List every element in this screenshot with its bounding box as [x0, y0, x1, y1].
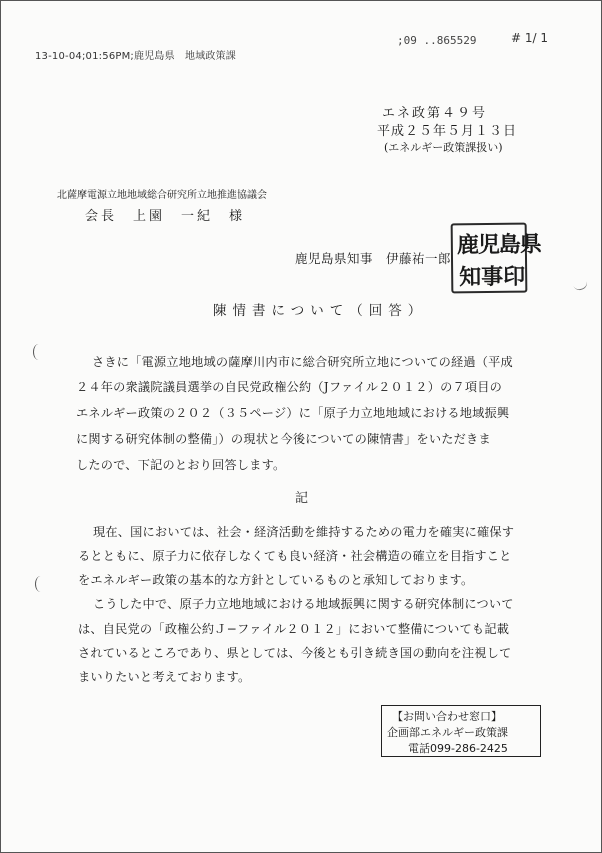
- sender-name: 鹿児島県知事 伊藤祐一郎: [295, 251, 452, 266]
- contact-phone: 電話099-286-2425: [408, 742, 508, 755]
- recipient-name: 会長 上園 一紀 様: [85, 209, 246, 224]
- punch-hole-mark-icon: [33, 344, 44, 360]
- paragraph-line: エネルギー政策の２０２（３５ページ）に「原子力立地地域における地域振興: [76, 406, 510, 420]
- punch-hole-mark-icon: [35, 576, 46, 592]
- paragraph-line: をエネルギー政策の基本的な方針としているものと承知しております。: [78, 573, 474, 587]
- paragraph-line: さきに「電源立地地域の薩摩川内市に総合研究所立地についての経過（平成: [92, 355, 513, 369]
- paragraph-line: こうした中で、原子力立地地域における地域振興に関する研究体制について: [93, 597, 514, 611]
- document-date: 平成２５年５月１３日: [377, 124, 518, 139]
- scan-mark-icon: [571, 275, 589, 292]
- fax-header: 13-10-04;01:56PM;鹿児島県 地域政策課: [35, 51, 237, 62]
- ki-heading: 記: [295, 491, 309, 506]
- contact-info-box: [381, 705, 541, 757]
- paragraph-line: 現在、国においては、社会・経済活動を維持するための電力を確実に確保す: [93, 525, 515, 539]
- seal-text-line1: 鹿児島県: [456, 231, 542, 259]
- fax-page-count: # 1/ 1: [511, 31, 548, 45]
- seal-text-line2: 知事印: [459, 263, 526, 291]
- document-title: 陳情書について（回答）: [213, 303, 428, 319]
- paragraph-line: は、自民党の「政権公約Ｊ−ファイル２０１２」において整備についても記載: [78, 622, 510, 636]
- document-number: エネ政第４９号: [382, 106, 488, 121]
- paragraph-line: されているところであり、県としては、今後とも引き続き国の動向を注視して: [78, 646, 512, 660]
- contact-department: 企画部エネルギー政策課: [387, 726, 508, 739]
- official-seal-stamp: [451, 223, 542, 294]
- recipient-organization: 北薩摩電源立地地域総合研究所立地推進協議会: [57, 190, 267, 201]
- fax-number: ;09 ..865529: [397, 34, 477, 47]
- paragraph-line: に関する研究体制の整備」）の現状と今後についての陳情書」をいただきま: [76, 432, 491, 446]
- document-department: (エネルギー政策課扱い): [384, 141, 503, 154]
- paragraph-line: ２４年の衆議院議員選挙の自民党政権公約（Jファイル２０１２）の７項目の: [76, 380, 503, 394]
- contact-title: 【お問い合わせ窓口】: [392, 710, 502, 723]
- paragraph-line: したので、下記のとおり回答します。: [76, 458, 286, 472]
- paragraph-line: まいりたいと考えております。: [78, 670, 251, 684]
- paragraph-line: るとともに、原子力に依存しなくても良い経済・社会構造の確立を目指すこと: [78, 549, 512, 563]
